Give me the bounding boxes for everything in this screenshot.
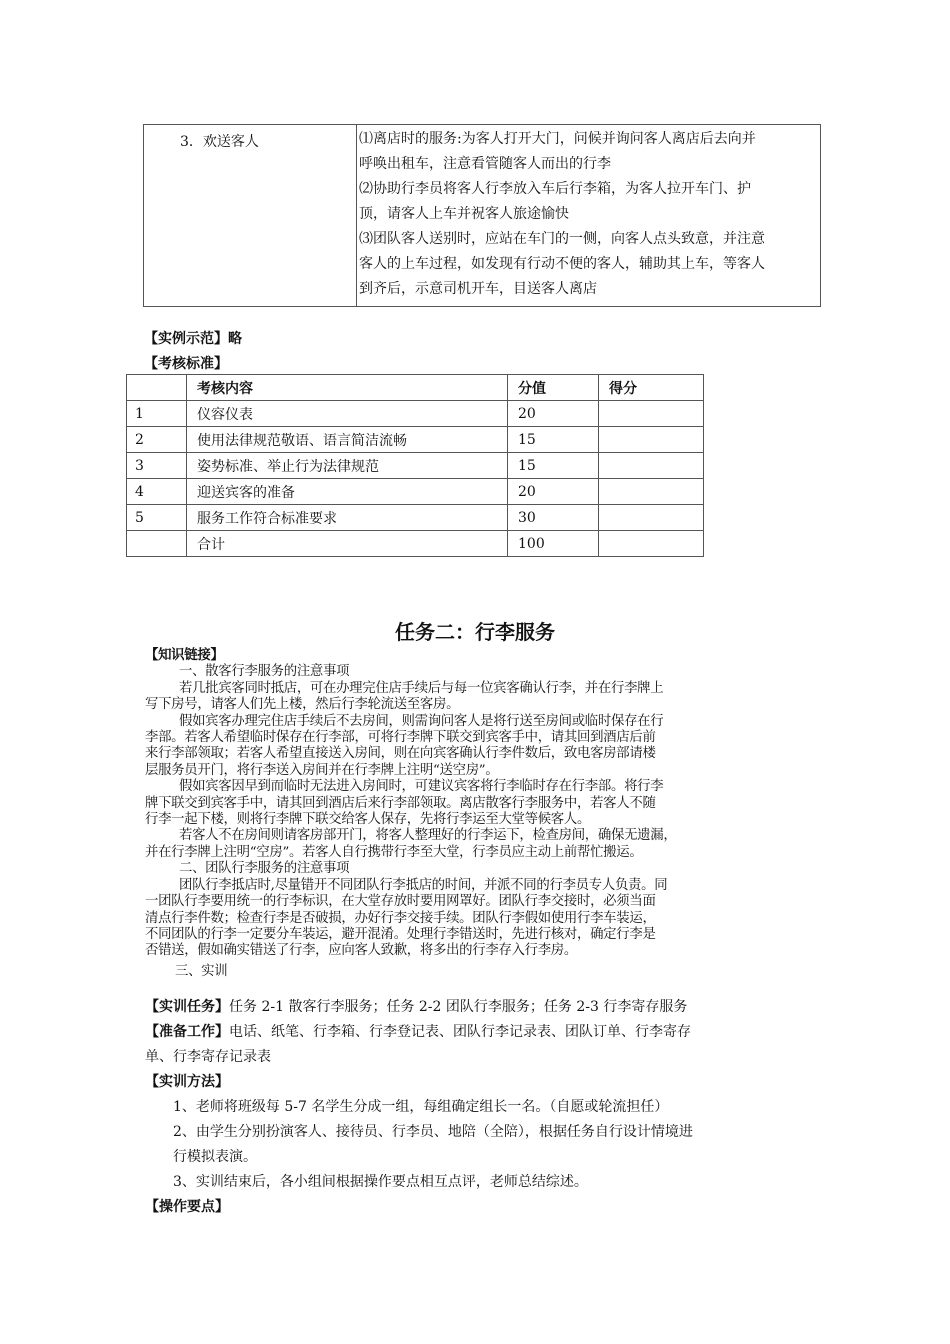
paragraph-line: 一团队行李要用统一的行李标识，在大堂存放时要用网罩好。团队行李交接时，必须当面 [145, 894, 656, 910]
paragraph-line: 团队行李抵店时,尽量错开不同团队行李抵店的时间，并派不同的行李员专人负责。同 [179, 877, 668, 893]
paragraph-line: 假如宾客因早到而临时无法进入房间时，可建议宾客将行李临时存在行李部。将行李 [179, 779, 664, 795]
farewell-service-table [143, 124, 821, 307]
example-heading: 【实例示范】 [144, 331, 228, 347]
header-cell: 考核内容 [187, 375, 508, 401]
paragraph-line: 清点行李件数；检查行李是否破损，办好行李交接手续。团队行李假如使用行李车装运， [145, 910, 656, 926]
table-row [127, 453, 704, 479]
cell-content: 合计 [187, 531, 508, 557]
paragraph-line: 不同团队的行李一定要分车装运，避开混淆。处理行李错送时，先进行核对，确定行李是 [145, 926, 656, 942]
prep-line-2: 单、行李寄存记录表 [145, 1049, 271, 1065]
cell-score [599, 479, 704, 505]
knowledge-heading: 【知识链接】 [145, 648, 224, 663]
table-row [127, 401, 704, 427]
prep-label: 【准备工作】 [145, 1024, 229, 1040]
table-row [127, 479, 704, 505]
training-task-line [145, 995, 810, 1020]
training-task-value: 任务 2-1 散客行李服务；任务 2-2 团队行李服务；任务 2-3 行李寄存服务 [229, 999, 688, 1015]
example-value: 略 [228, 331, 242, 347]
paragraph-line: 李部。若客人希望临时保存在行李部，可将行李牌下联交到宾客手中，请其回到酒店后前 [145, 730, 656, 746]
service-line: ⑶团队客人送别时，应站在车门的一侧，向客人点头致意，并注意 [359, 231, 765, 247]
cell-points: 20 [508, 479, 599, 505]
table-header-row [127, 375, 704, 401]
assessment-table [126, 374, 704, 557]
method-step-cont: 行模拟表演。 [173, 1149, 257, 1165]
section-title: 二、团队行李服务的注意事项 [179, 861, 350, 877]
assessment-heading: 【考核标准】 [144, 356, 228, 372]
cell-score [599, 401, 704, 427]
section-title: 三、实训 [175, 963, 228, 979]
service-line: ⑵协助行李员将客人行李放入车后行李箱，为客人拉开车门、护 [359, 181, 751, 197]
paragraph-line: 否错送，假如确实错送了行李，应向客人致歉，将多出的行李存入行李房。 [145, 943, 577, 959]
paragraph-line: 假如宾客办理完住店手续后不去房间，则需询问客人是将行送至房间或临时保存在行 [179, 713, 664, 729]
header-cell [127, 375, 187, 401]
cell-score [599, 453, 704, 479]
header-cell: 得分 [599, 375, 704, 401]
section-title: 一、散客行李服务的注意事项 [179, 664, 350, 680]
paragraph-line: 写下房号，请客人们先上楼，然后行李轮流送至客房。 [145, 697, 460, 713]
table-row [127, 531, 704, 557]
cell-score [599, 427, 704, 453]
paragraph-line: 牌下联交到宾客手中，请其回到酒店后来行李部领取。离店散客行李服务中，若客人不随 [145, 795, 656, 811]
cell-no: 4 [127, 479, 187, 505]
cell-no [127, 531, 187, 557]
method-step: 2、由学生分别扮演客人、接待员、行李员、地陪（全陪），根据任务自行设计情境进 [173, 1124, 693, 1140]
cell-content: 使用法律规范敬语、语言简洁流畅 [187, 427, 508, 453]
training-section [145, 995, 810, 1220]
training-task-label: 【实训任务】 [145, 999, 229, 1015]
service-line: ⑴离店时的服务:为客人打开大门，问候并询问客人离店后去向并 [359, 131, 756, 147]
paragraph-line: 来行李部领取；若客人希望直接送入房间，则在向宾客确认行李件数后，致电客房部请楼 [145, 746, 656, 762]
cell-points: 15 [508, 453, 599, 479]
header-cell: 分值 [508, 375, 599, 401]
prep-line [145, 1020, 810, 1045]
cell-content: 迎送宾客的准备 [187, 479, 508, 505]
service-details-cell [357, 125, 821, 307]
cell-no: 5 [127, 505, 187, 531]
method-label: 【实训方法】 [145, 1074, 229, 1090]
example-heading-line [144, 328, 242, 348]
cell-points: 20 [508, 401, 599, 427]
paragraph-line: 层服务员开门，将行李送入房间并在行李牌上注明“送空房”。 [145, 762, 499, 778]
cell-content: 仪容仪表 [187, 401, 508, 427]
paragraph-line: 若几批宾客同时抵店，可在办理完住店手续后与每一位宾客确认行李，并在行李牌上 [179, 680, 664, 696]
cell-points: 100 [508, 531, 599, 557]
prep-value: 电话、纸笔、行李箱、行李登记表、团队行李记录表、团队订单、行李寄存 [229, 1024, 691, 1040]
cell-score [599, 505, 704, 531]
method-step: 3、实训结束后，各小组间根据操作要点相互点评，老师总结综述。 [173, 1174, 588, 1190]
cell-score [599, 531, 704, 557]
service-line: 到齐后，示意司机开车，目送客人离店 [359, 281, 597, 297]
paragraph-line: 若客人不在房间则请客房部开门，将客人整理好的行李运下，检查房间，确保无遗漏， [179, 828, 677, 844]
cell-no: 3 [127, 453, 187, 479]
service-line: 呼唤出租车，注意看管随客人而出的行李 [359, 156, 611, 172]
cell-content: 姿势标准、举止行为法律规范 [187, 453, 508, 479]
knowledge-section [145, 648, 810, 980]
cell-points: 30 [508, 505, 599, 531]
cell-content: 服务工作符合标准要求 [187, 505, 508, 531]
table-row [127, 505, 704, 531]
paragraph-line: 行李一起下楼，则将行李牌下联交给客人保存，先将行李运至大堂等候客人。 [145, 812, 591, 828]
service-line: 顶，请客人上车并祝客人旅途愉快 [359, 206, 569, 222]
step-label: 3．欢送客人 [180, 134, 259, 150]
cell-no: 1 [127, 401, 187, 427]
method-step: 1、老师将班级每 5-7 名学生分成一组，每组确定组长一名。（自愿或轮流担任） [173, 1099, 669, 1115]
paragraph-line: 并在行李牌上注明“空房”。若客人自行携带行李至大堂，行李员应主动上前帮忙搬运。 [145, 844, 643, 860]
cell-no: 2 [127, 427, 187, 453]
service-line: 客人的上车过程，如发现有行动不便的客人，辅助其上车，等客人 [359, 256, 765, 272]
step-label-cell [144, 125, 357, 307]
task-title: 任务二：行李服务 [395, 620, 555, 644]
table-row [127, 427, 704, 453]
table-row [144, 125, 821, 307]
cell-points: 15 [508, 427, 599, 453]
points-label: 【操作要点】 [145, 1199, 229, 1215]
